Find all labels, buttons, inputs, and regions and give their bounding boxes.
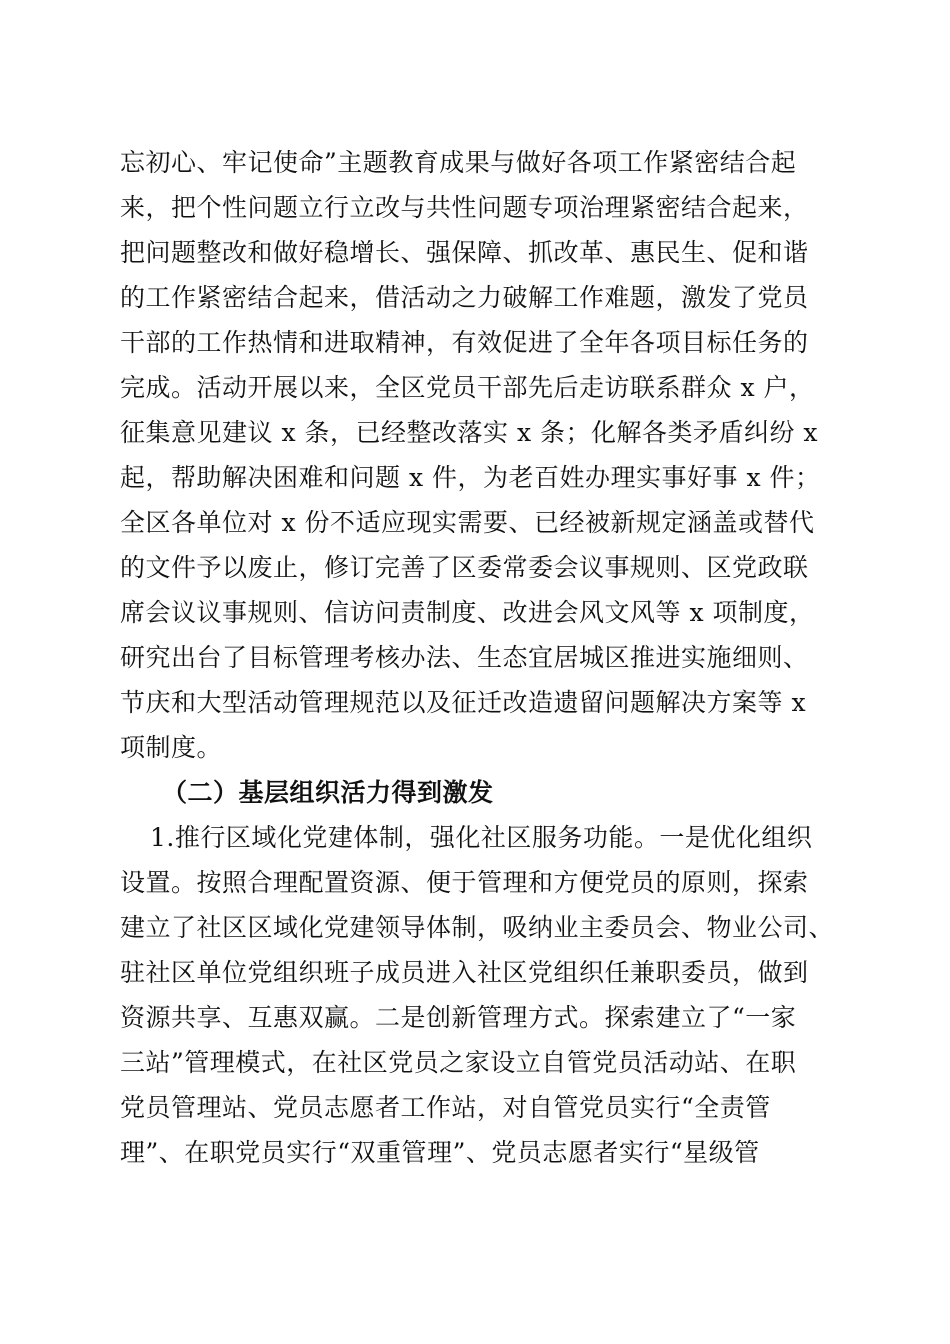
text-line: 忘初心、牢记使命”主题教育成果与做好各项工作紧密结合起: [120, 148, 797, 177]
text-line: 起，帮助解决困难和问题 x 件，为老百姓办理实事好事 x 件；: [120, 463, 821, 492]
text-line: 征集意见建议 x 条，已经整改落实 x 条；化解各类矛盾纠纷 x: [120, 418, 819, 447]
text-line: 席会议议事规则、信访问责制度、改进会风文风等 x 项制度，: [120, 598, 815, 627]
body-text: [120, 140, 840, 1175]
text-line: 全区各单位对 x 份不适应现实需要、已经被新规定涵盖或替代: [120, 508, 815, 537]
text-line: 的工作紧密结合起来，借活动之力破解工作难题，激发了党员: [120, 283, 809, 312]
text-line: 干部的工作热情和进取精神，有效促进了全年各项目标任务的: [120, 328, 809, 357]
text-line: 驻社区单位党组织班子成员进入社区党组织任兼职委员，做到: [120, 958, 809, 987]
text-line: 研究出台了目标管理考核办法、生态宜居城区推进实施细则、: [120, 643, 809, 672]
text-line: 三站”管理模式，在社区党员之家设立自管党员活动站、在职: [120, 1048, 797, 1077]
text-line: 建立了社区区域化党建领导体制，吸纳业主委员会、物业公司、: [120, 913, 835, 942]
text-line: 理”、在职党员实行“双重管理”、党员志愿者实行“星级管: [120, 1138, 760, 1167]
text-line: 1.推行区域化党建体制，强化社区服务功能。一是优化组织: [150, 823, 813, 852]
text-line: 把问题整改和做好稳增长、强保障、抓改革、惠民生、促和谐: [120, 238, 809, 267]
text-line: 的文件予以废止，修订完善了区委常委会议事规则、区党政联: [120, 553, 809, 582]
text-line: 节庆和大型活动管理规范以及征迁改造遗留问题解决方案等 x: [120, 688, 807, 717]
text-line: 设置。按照合理配置资源、便于管理和方便党员的原则，探索: [120, 868, 809, 897]
text-line: 完成。活动开展以来，全区党员干部先后走访联系群众 x 户，: [120, 373, 815, 402]
text-line: 资源共享、互惠双赢。二是创新管理方式。探索建立了“一家: [120, 1003, 797, 1032]
text-line: 党员管理站、党员志愿者工作站，对自管党员实行“全责管: [120, 1093, 771, 1122]
paragraph-1: [120, 140, 840, 770]
text-line: 来，把个性问题立行立改与共性问题专项治理紧密结合起来，: [120, 193, 809, 222]
paragraph-2: [120, 815, 840, 1175]
text-line: 项制度。: [120, 733, 223, 762]
section-heading: （二）基层组织活力得到激发: [162, 778, 494, 807]
